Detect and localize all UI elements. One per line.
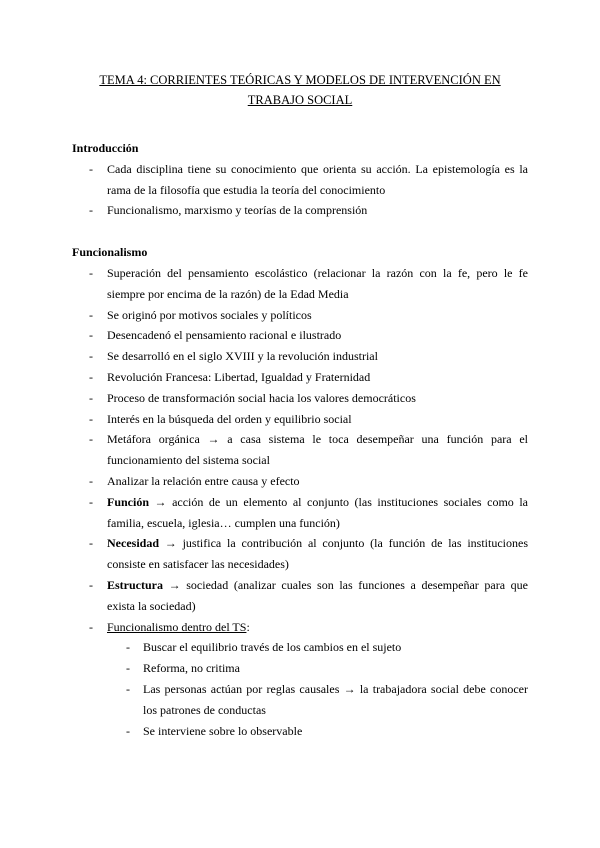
section-heading-funcionalismo: Funcionalismo	[72, 245, 148, 260]
subheading-ts: Funcionalismo dentro del TS	[107, 619, 247, 634]
sub-list-item: - Se interviene sobre lo observable	[107, 721, 528, 742]
list-item: - Metáfora orgánica → a casa sistema le toca desempeñar una función para el funcionamiento del sistema social	[72, 429, 528, 471]
bullet-dash: -	[126, 640, 130, 655]
bullet-dash: -	[89, 619, 93, 634]
term-funcion: Función	[107, 494, 150, 509]
bullet-dash: -	[89, 349, 93, 364]
ts-sublist	[107, 637, 528, 741]
bullet-dash: -	[89, 328, 93, 343]
bullet-dash: -	[89, 161, 93, 176]
section-heading-introduccion: Introducción	[72, 141, 139, 155]
bullet-dash: -	[89, 536, 93, 551]
term-necesidad: Necesidad	[107, 536, 159, 551]
sub-list-item: - Buscar el equilibrio través de los cambios en el sujeto	[107, 637, 528, 658]
bullet-dash: -	[126, 723, 130, 738]
list-item: - Analizar la relación entre causa y efecto	[72, 471, 528, 492]
bullet-dash: -	[89, 203, 93, 218]
funcionalismo-list	[72, 263, 528, 741]
bullet-dash: -	[89, 411, 93, 426]
list-item: - Revolución Francesa: Libertad, Igualdad y Fraternidad	[72, 367, 528, 388]
intro-list	[72, 159, 528, 221]
list-item-funcion: - Función → acción de un elemento al conjunto (las instituciones sociales como la familia, escuela, iglesia… cumplen una función)	[72, 492, 528, 534]
bullet-dash: -	[89, 577, 93, 592]
list-item: - Proceso de transformación social hacia los valores democráticos	[72, 388, 528, 409]
bullet-dash: -	[126, 661, 130, 676]
list-item-necesidad: - Necesidad → justifica la contribución al conjunto (la función de las instituciones consiste en satisfacer las necesidades)	[72, 533, 528, 575]
list-item-ts: - Funcionalismo dentro del TS: - Buscar el equilibrio través de los cambios en el sujeto - Reforma, no critima - Las personas actúan por reglas causales → la trabajadora social debe conocer los patrones de conductas - Se interviene sobre lo observable	[72, 617, 528, 742]
list-item: - Interés en la búsqueda del orden y equilibrio social	[72, 409, 528, 430]
section-gap	[72, 221, 528, 242]
list-item: - Cada disciplina tiene su conocimiento que orienta su acción. La epistemología es la rama de la filosofía que estudia la teoría del conocimiento	[72, 159, 528, 201]
list-item: - Se originó por motivos sociales y políticos	[72, 305, 528, 326]
sub-list-item: - Las personas actúan por reglas causales → la trabajadora social debe conocer los patrones de conductas	[107, 679, 528, 721]
bullet-dash: -	[89, 369, 93, 384]
bullet-dash: -	[89, 390, 93, 405]
term-estructura: Estructura	[107, 577, 163, 592]
list-item-estructura: - Estructura → sociedad (analizar cuales son las funciones a desempeñar para que exista la sociedad)	[72, 575, 528, 617]
bullet-dash: -	[89, 494, 93, 509]
list-item: - Funcionalismo, marxismo y teorías de la comprensión	[72, 200, 528, 221]
list-item: - Superación del pensamiento escolástico (relacionar la razón con la fe, pero le fe siempre por encima de la razón) de la Edad Media	[72, 263, 528, 305]
bullet-dash: -	[126, 681, 130, 696]
bullet-dash: -	[89, 432, 93, 447]
document-title: TEMA 4: CORRIENTES TEÓRICAS Y MODELOS DE INTERVENCIÓN EN TRABAJO SOCIAL	[99, 73, 501, 107]
list-item: - Se desarrolló en el siglo XVIII y la revolución industrial	[72, 346, 528, 367]
bullet-dash: -	[89, 473, 93, 488]
bullet-dash: -	[89, 265, 93, 280]
list-item: - Desencadenó el pensamiento racional e ilustrado	[72, 325, 528, 346]
bullet-dash: -	[89, 307, 93, 322]
sub-list-item: - Reforma, no critima	[107, 658, 528, 679]
